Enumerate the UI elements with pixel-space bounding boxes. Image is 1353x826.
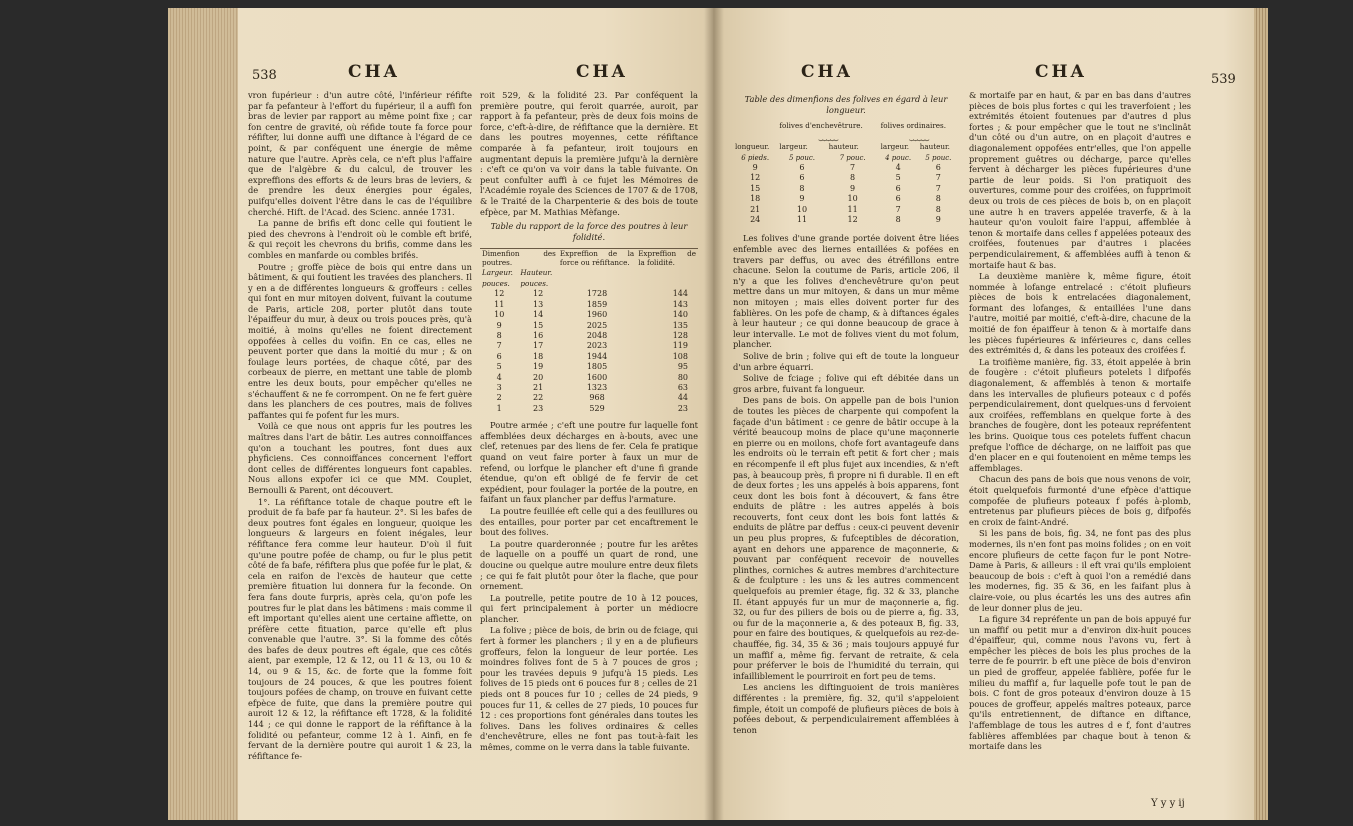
table-row <box>480 331 698 341</box>
paragraph: La panne de brifis eft donc celle qui foutient le pied des chevrons à l'endroit où le comble eft brifé, & qui reçoit les chevrons du brifis, comme dans les combles en manfarde ou combles brifés. <box>248 218 472 260</box>
table-cell: 63 <box>677 382 688 392</box>
table-row <box>480 373 698 383</box>
table-cell: 6 <box>496 351 502 361</box>
table-row <box>480 383 698 393</box>
table-row <box>480 393 698 403</box>
joist-table <box>733 121 959 225</box>
group-header-ordinaires: folives ordinaires. <box>880 121 947 131</box>
left-column-1 <box>248 90 472 762</box>
paragraph: La figure 34 repréfente un pan de bois appuyé fur un maffif ou petit mur a d'environ dix-huit pouces d'épaiffeur, qui, comme nous l'avons vu, fert à empêcher les pièces de bois les plus proches de la terre de fe pourrir. b eft une pièce de bois d'environ un pied de groffeur, appelée fablière, pofée fur le milieu du maffif a, fur laquelle pofe tout le pan de bois. C font de gros poteaux d'environ douze à 15 pouces de groffeur, appelés maîtres poteaux, parce qu'ils entretiennent, de diftance en diftance, l'affemblage de tous les autres d e f, font d'autres fablières affemblées par chaque bout à tenon & mortaife dans les <box>969 614 1191 752</box>
table-cell: 21 <box>533 382 544 392</box>
table-cell: 128 <box>672 330 688 340</box>
left-header-col1: CHA <box>348 62 400 82</box>
table-cell: 10 <box>847 194 858 204</box>
col-header: largeur. <box>880 142 910 152</box>
table-cell: 143 <box>672 299 688 309</box>
table-cell: 1 <box>496 403 502 413</box>
table-cell: 1944 <box>586 351 608 361</box>
paragraph: Si les pans de bois, fig. 34, ne font pas des plus modernes, ils n'en font pas moins folides ; on en voit encore plufieurs de cette façon fur le pont Notre-Dame à Paris, & ailleurs : il eft vrai qu'ils emploient beaucoup de bois : c'eft à quoi l'on a remédié dans les modernes, fig. 35 & 36, en les faifant plus à claire-voie, ou plus écartés les uns des autres afin de leur donner plus de jeu. <box>969 528 1191 613</box>
table-cell: 1960 <box>586 310 608 320</box>
table-cell: 13 <box>533 299 544 309</box>
right-page-edges <box>1254 8 1268 820</box>
table-cell: 44 <box>677 393 688 403</box>
table-row <box>733 184 959 194</box>
right-column-2 <box>969 90 1191 753</box>
table-cell: 1859 <box>586 299 608 309</box>
book-spread <box>168 8 1268 820</box>
group-header-enchevetrure: folives d'enchevêtrure. <box>779 121 863 131</box>
table-cell: 23 <box>533 403 544 413</box>
table-cell: 1323 <box>586 382 608 392</box>
table-row <box>480 352 698 362</box>
table-cell: 17 <box>533 341 544 351</box>
table-cell: 15 <box>533 320 544 330</box>
table-row <box>480 341 698 351</box>
table-row <box>733 173 959 183</box>
table-cell: 119 <box>672 341 688 351</box>
table-cell: 15 <box>750 183 761 193</box>
right-header-col1: CHA <box>801 62 853 82</box>
table-cell: 12 <box>750 173 761 183</box>
col-header: longueur. <box>735 142 770 152</box>
table-cell: 8 <box>799 183 805 193</box>
table-cell: 529 <box>589 403 605 413</box>
left-page-number: 538 <box>252 68 277 83</box>
col-header: hauteur. <box>828 142 859 152</box>
table-cell: 3 <box>496 382 502 392</box>
table-cell: 108 <box>672 351 688 361</box>
table-cell: 12 <box>494 289 505 299</box>
signature-mark: Y y y ij <box>1151 798 1185 809</box>
left-page-edges <box>168 8 238 820</box>
table-cell: 18 <box>533 351 544 361</box>
joist-table-title: Table des dimenfions des folives en égard à leur longueur. <box>744 94 948 115</box>
paragraph: & mortaife par en haut, & par en bas dans d'autres pièces de bois plus fortes c qui les traverfoient ; les extrémités étoient foutenues par d'autres d plus fortes ; & pour empêcher que le tout ne s'inclinât d'un côté ou d'un autre, on en plaçoit d'autres e diagonalement oppofées entr'elles, que l'on appelle proprement guêtres ou décharge, parce qu'elles fervent à décharger les pièces fupérieures d'une partie de leur poids. Si l'on pratiquoit des ouvertures, comme pour des croifées, on fupprimoit deux ou trois de ces pièces de bois b, on en plaçoit une autre h en travers appelée traverfe, & à la hauteur qu'on vouloit faire l'appui, affemblée à tenon & mortaife dans celles f appelées poteaux des croifées, foutenues par d'autres i placées perpendiculairement, & affemblées auffi à tenon & mortaife haut & bas. <box>969 90 1191 270</box>
right-page-number: 539 <box>1211 72 1236 87</box>
table-cell: 9 <box>850 183 856 193</box>
table-row <box>733 205 959 215</box>
table-cell: 12 <box>847 215 858 225</box>
col-header: hauteur. <box>919 142 950 152</box>
table-row <box>733 163 959 173</box>
table-cell: 968 <box>589 393 605 403</box>
left-column-2 <box>480 90 698 754</box>
paragraph: Voilà ce que nous ont appris fur les poutres les maîtres dans l'art de bâtir. Les autres connoiffances qu'on a touchant les poutres, font dues aux phyficiens. Ces connoiffances concernent l'effort dont celles de différentes longueurs font capables. Nous allons expofer ici ce que MM. Couplet, Bernoulli & Parent, ont découvert. <box>248 421 472 495</box>
unit-label: 5 pouc. <box>788 153 815 162</box>
book-gutter <box>704 8 724 820</box>
table-cell: 2023 <box>586 341 608 351</box>
table-cell: 19 <box>533 362 544 372</box>
table-cell: 11 <box>494 299 505 309</box>
paragraph: Des pans de bois. On appelle pan de bois l'union de toutes les pièces de charpente qui compofent la façade d'un bâtiment : ce genre de bâtir occupe à la vérité beaucoup moins de place qu'une maçonnerie en pierre ou en moilons, chofe fort avantageufe dans les endroits où le terrain eft petit & fort cher ; mais en récompenfe il eft plus fujet aux incendies, & n'eft pas, à beaucoup près, fi propre ni fi durable. Il en eft de deux fortes ; les uns appelés à bois apparens, font ceux dont les bois font à découvert, & fans être enduits de plâtre : les autres appelés à bois recouverts, font ceux dont les bois font lattés & enduits de plâtre par deffus : ceux-ci peuvent devenir un peu plus propres, & fufceptibles de décoration, ayant en dehors une apparence de maçonnerie, & pouvant par conféquent recevoir de nouvelles plinthes, corniches & autres membres d'architecture & de fculpture : les uns & les autres commencent quelquefois au premier étage, fig. 32 & 33, planche II. étant appuyés fur un mur de maçonnerie a, fig. 32, ou fur des piliers de bois ou de pierre a, fig. 33, ou fur de la maçonnerie a, & des poteaux B, fig. 33, pour en faire des boutiques, & quelquefois au rez-de-chauffée, fig. 34, 35 & 36 ; mais toujours appuyé fur un maffif a, même fig. fervant de retraite, & cela pour préferver le bois de l'humidité du terrain, qui infailliblement le pourriroit en fort peu de tems. <box>733 395 959 681</box>
unit-label: 5 pouc. <box>925 153 952 162</box>
col-header: largeur. <box>779 142 808 152</box>
unit-label: 6 pieds. <box>741 153 770 162</box>
table-cell: 7 <box>935 183 941 193</box>
paragraph: 1°. La réfiftance totale de chaque poutre eft le produit de fa bafe par fa hauteur. 2°. Si les bafes de deux poutres font égales en longueur, quoique les longueurs & largeurs en foient inégales, leur réfiftance fera comme leur hauteur. D'où il fuit qu'une poutre pofée de champ, ou fur le plus petit côté de fa bafe, réfiftera plus que pofée fur le plat, & cela en raifon de l'excès de hauteur que cette première fituation lui donnera fur la feconde. On fera fans doute furpris, après cela, qu'on pofe les poutres fur le plat dans les bâtimens : mais comme il eft important qu'elles aient une certaine affiette, on préfère cette fituation, parce qu'elle eft plus convenable que l'autre. 3°. Si la fomme des côtés des bafes de deux poutres eft égale, que ces côtés aient, par exemple, 12 & 12, ou 11 & 13, ou 10 & 14, ou 9 & 15, &c. de forte que la fomme foit toujours de 24 pouces, & que les poutres foient toujours pofées de champ, on trouve en fuivant cette efpèce de fuite, que dans la première poutre qui auroit 12 & 12, la réfiftance eft 1728, & la folidité 144 ; ce qui donne le rapport de la réfiftance à la folidité ou pefanteur, comme 12 à 1. Ainfi, en fe fervant de la dernière poutre qui auroit 1 & 23, la réfiftance fe- <box>248 496 472 761</box>
table-cell: 12 <box>533 289 544 299</box>
table-row <box>480 321 698 331</box>
right-header-col2: CHA <box>1035 62 1087 82</box>
paragraph: Les anciens les diftinguoient de trois manières différentes : la première, fig. 32, qu'il s'appeloient fimple, étoit un compofé de plufieurs pièces de bois à pofées debout, & perpendiculairement affemblées à tenon <box>733 682 959 735</box>
paragraph: Poutre armée ; c'eft une poutre fur laquelle font affemblées deux décharges en à-bouts, avec une clef, retenues par des liens de fer. Cela fe pratique quand on veut faire porter à faux un mur de refend, ou lorfque le plancher eft d'une fi grande étendue, qu'on eft obligé de fe fervir de cet expédient, pour foulager la portée de la poutre, en faifant un faux plancher par deffus l'armature. <box>480 420 698 505</box>
table-cell: 16 <box>533 330 544 340</box>
table-cell: 5 <box>496 362 502 372</box>
col-header-larg: Largeur. <box>482 268 513 278</box>
paragraph: Solive de brin ; folive qui eft de toute la longueur d'un arbre équarri. <box>733 350 959 372</box>
table-row <box>480 300 698 310</box>
force-table <box>480 248 698 414</box>
table-cell: 135 <box>672 320 688 330</box>
paragraph: La poutrelle, petite poutre de 10 à 12 pouces, qui fert principalement à porter un médiocre plancher. <box>480 592 698 624</box>
paragraph: La folive ; pièce de bois, de brin ou de fciage, qui fert à former les planchers ; il y en a de plufieurs groffeurs, felon la longueur de leur portée. Les moindres folives font de 5 à 7 pouces de gros ; pour les travées depuis 9 jufqu'à 15 pieds. Les folives de 15 pieds ont 6 pouces fur 8 ; celles de 21 pieds ont 8 pouces fur 10 ; celles de 24 pieds, 9 pouces fur 11, & celles de 27 pieds, 10 pouces fur 12 : ces proportions font générales dans toutes les folives. Dans les folives ordinaires & celles d'enchevêtrure, elles ne font pas tout-à-fait les mêmes, comme on le verra dans la table fuivante. <box>480 625 698 752</box>
table-cell: 6 <box>799 173 805 183</box>
paragraph: Poutre ; groffe pièce de bois qui entre dans un bâtiment, & qui foutient les travées des planchers. Il y en a de différentes longueurs & groffeurs : celles qui font en mur mitoyen doivent, fuivant la coutume de Paris, article 208, porter plutôt dans toute l'épaiffeur du mur, à deux ou trois pouces près, qu'à moitié, à moins qu'elles ne foient directement oppofées à celles du voifin. En ce cas, elles ne peuvent porter que dans la moitié du mur ; & on foulage leurs portées, de chaque côté, par des corbeaux de pierre, en mettant une table de plomb entre les deux bouts, pour empêcher qu'elles ne s'échauffent & ne fe corrompent. On ne fe fert guère dans les planchers de ces poutres, mais de folives paffantes qui fe pofent fur les murs. <box>248 261 472 420</box>
table-cell: 20 <box>533 372 544 382</box>
right-column-1 <box>733 90 959 736</box>
table-row <box>733 194 959 204</box>
table-cell: 9 <box>752 163 758 172</box>
col-header-dims: Dimenfion des poutres. <box>482 249 556 267</box>
brace-decoration: ⏟⏟⏟⏟⏟ <box>909 131 929 141</box>
table-row <box>480 362 698 372</box>
table-cell: 6 <box>935 163 941 172</box>
table-cell: 9 <box>799 194 805 204</box>
table-cell: 9 <box>935 215 941 225</box>
table-row <box>480 404 698 414</box>
left-page <box>168 8 713 820</box>
table-cell: 21 <box>750 204 761 214</box>
paragraph: Solive de fciage ; folive qui eft débitée dans un gros arbre, fuivant fa longueur. <box>733 373 959 394</box>
unit-label: pouces. <box>520 278 549 288</box>
table-cell: 11 <box>796 215 808 225</box>
table-cell: 8 <box>935 204 941 214</box>
table-cell: 6 <box>895 183 901 193</box>
table-row <box>480 289 698 299</box>
table-cell: 8 <box>935 194 941 204</box>
table-cell: 95 <box>677 362 688 372</box>
table-cell: 8 <box>895 215 901 225</box>
paragraph: La poutre quarderonnée ; poutre fur les arêtes de laquelle on a pouffé un quart de rond, une doucine ou quelque autre moulure entre deux filets ; ce qui fe fait plutôt pour ôter la flache, que pour ornement. <box>480 538 698 592</box>
left-header-col2: CHA <box>576 62 628 82</box>
right-page <box>713 8 1268 820</box>
unit-label: 7 pouc. <box>839 153 866 162</box>
table-row <box>733 215 959 225</box>
table-cell: 10 <box>494 310 505 320</box>
table-cell: 4 <box>895 163 901 172</box>
table-cell: 5 <box>895 173 901 183</box>
unit-label: 4 pouc. <box>885 153 912 162</box>
table-cell: 140 <box>672 310 688 320</box>
table-cell: 6 <box>799 163 805 172</box>
table-cell: 8 <box>850 173 856 183</box>
paragraph: La deuxième manière k, même figure, étoit nommée à lofange entrelacé : c'étoit plufieurs pièces de bois k entrelacées diagonalement, formant des lofanges, & entaillées l'une dans l'autre, moitié par moitié, c'eft-à-dire, chacune de la moitié de fon épaiffeur à tenon & à mortaife dans les pièces fupérieures & inférieures c, dans celles des extrémités d, & dans les poteaux des croifées f. <box>969 271 1191 356</box>
table-cell: 24 <box>750 215 761 225</box>
paragraph: Chacun des pans de bois que nous venons de voir, étoit quelquefois furmonté d'une efpèce d'attique compofée de plufieurs poteaux f pofés à-plomb, entretenus par plufieurs pièces de bois g, difpofés en croix de faint-André. <box>969 474 1191 527</box>
table-cell: 7 <box>850 163 856 172</box>
table-cell: 2048 <box>586 330 608 340</box>
brace-decoration: ⏟⏟⏟⏟⏟ <box>818 131 838 141</box>
table-cell: 4 <box>496 372 502 382</box>
table-cell: 80 <box>677 372 688 382</box>
col-header-force: Expreffion de la force ou réfiftance. <box>559 249 635 267</box>
col-header-solid: Expreffion de la folidité. <box>638 249 696 267</box>
table-cell: 7 <box>496 341 502 351</box>
table-cell: 18 <box>750 194 761 204</box>
paragraph: La troifième manière, fig. 33, étoit appelée à brin de fougère : c'étoit plufieurs potelets l difpofés diagonalement, & affemblés à tenon & mortaife dans les intervalles de plufieurs poteaux c d pofés perpendiculairement, dont quelques-uns d fervoient aux croifées, reffemblans en quelque forte à des branches de fougère, dont les poteaux repréfentent les brins. Quoique tous ces potelets fuffent chacun prefque l'office de décharge, on ne laiffoit pas que d'en placer en e qui foutenoient en même temps les affemblages. <box>969 356 1191 473</box>
unit-label: pouces. <box>482 278 510 288</box>
table-cell: 2 <box>496 393 502 403</box>
table-cell: 6 <box>895 194 901 204</box>
table-cell: 7 <box>935 173 941 183</box>
table-cell: 11 <box>847 204 858 214</box>
force-table-title: Table du rapport de la force des poutres à leur folidité. <box>490 221 688 242</box>
table-cell: 7 <box>895 204 901 214</box>
paragraph: Les folives d'une grande portée doivent être liées enfemble avec des liernes entaillées & pofées en travers par deffus, ou avec des étréfillons entre chacune. Selon la coutume de Paris, article 206, il n'y a que les folives d'enchevêtrure qu'on peut mettre dans un mur mitoyen, & dans un mur même non mitoyen ; mais elles doivent porter fur des fablières. On les pofe de champ, & à diftances égales à leur hauteur ; ce qui donne beaucoup de grace à leur intervalle. Le mot de folives vient du mot folum, plancher. <box>733 233 959 350</box>
table-cell: 1600 <box>586 372 608 382</box>
table-cell: 23 <box>677 403 688 413</box>
table-cell: 22 <box>533 393 544 403</box>
table-cell: 14 <box>533 310 544 320</box>
col-header-haut: Hauteur. <box>520 268 553 278</box>
table-cell: 1728 <box>586 289 608 299</box>
paragraph: La poutre feuillée eft celle qui a des feuillures ou des entailles, pour porter par cet encaftrement le bout des folives. <box>480 505 698 538</box>
table-cell: 2025 <box>586 320 608 330</box>
table-cell: 1805 <box>586 362 608 372</box>
paragraph: roit 529, & la folidité 23. Par conféquent la première poutre, qui feroit quarrée, auroit, par rapport à fa pefanteur, près de deux fois moins de force, c'eft-à-dire, de réfiftance que la dernière. Et dans les poutres moyennes, cette réfiftance comparée à fa pefanteur, iroit toujours en augmentant depuis la première jufqu'à la dernière : c'eft ce qu'on va voir dans la table fuivante. On peut confulter auffi à ce fujet les Mémoires de l'Académie royale des Sciences de 1707 & de 1708, & le Traité de la Charpenterie & des bois de toute efpèce, par M. Mathias Mèfange. <box>480 90 698 217</box>
table-row <box>480 310 698 320</box>
table-cell: 8 <box>496 330 502 340</box>
table-cell: 10 <box>796 204 808 214</box>
paragraph: vron fupérieur : d'un autre côté, l'inférieur réfifte par fa pefanteur à l'effort du fupérieur, il a auffi fon bras de levier par rapport au même point fixe ; car fon centre de gravité, où réfide toute fa force pour réfifter, lui donne auffi une diftance à l'égard de ce point, & par conféquent une énergie de même nature que l'autre. Après cela, ce n'eft plus l'affaire que de l'algèbre & du calcul, de trouver les expreffions des efforts & de leurs bras de leviers, & de prendre les deux énergies pour égales, puifqu'elles doivent l'être dans le cas de l'équilibre cherché. Hift. de l'Acad. des Scienc. année 1731. <box>248 90 472 217</box>
table-cell: 144 <box>672 289 688 299</box>
table-cell: 9 <box>496 320 502 330</box>
